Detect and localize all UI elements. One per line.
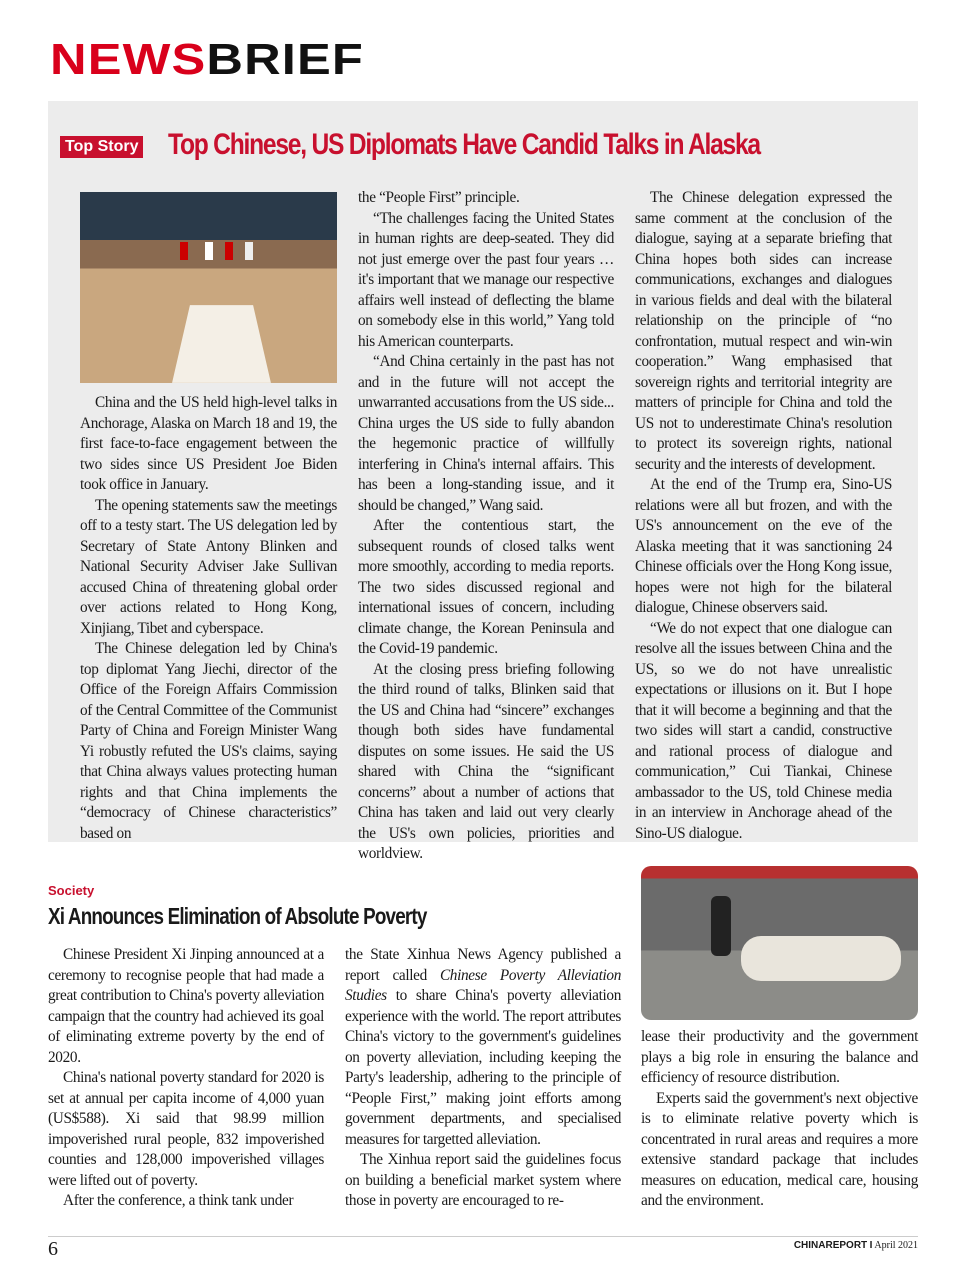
paragraph: “And China certainly in the past has not and in the future will not accept the unwarranted accusations from the US side... China urges the US side to fully abandon the hegemonic practice of willfully interfering in China's internal affairs. This has been a long-standing issue, and it should be changed,” Wang said. [358, 353, 614, 514]
publication-name: CHINAREPORT [793, 1240, 868, 1251]
masthead-news: NEWS [50, 35, 207, 84]
paragraph: The Xinhua report said the guidelines focus on building a beneficial market system where those in poverty are encouraged to re- [345, 1151, 621, 1209]
paragraph: The Chinese delegation led by China's top diplomat Yang Jiechi, director of the Office of the Foreign Affairs Commission of the Central Committee of the Communist Party of China and Foreign Minister Wang Yi robustly refuted the US's claims, saying that China always values protecting human rights and that China implements the “democracy of Chinese characteristics” based on [80, 640, 337, 842]
paragraph: The opening statements saw the meetings off to a testy start. The US delegation led by Secretary of State Antony Blinken and National Security Adviser Jake Sullivan accused China of threatening global order over actions related to Hong Kong, Xinjiang, Tibet and cyberspace. [80, 496, 337, 637]
section-label: Society [48, 883, 95, 898]
paragraph: China's national poverty standard for 2020 is set at annual per capita income of 4,000 yuan (US$588). Xi said that 98.99 million impoverished rural people, 832 impoverished counties and 128,000 impoverished villages were lifted out of poverty. [48, 1069, 324, 1189]
top-story-title: Top Chinese, US Diplomats Have Candid Talks in Alaska [168, 128, 760, 161]
issue-date: April 2021 [874, 1240, 918, 1251]
society-title: Xi Announces Elimination of Absolute Poverty [48, 903, 427, 929]
report-title: Chinese Poverty Alleviation Studies [345, 966, 621, 1004]
page-number: 6 [48, 1238, 58, 1260]
footer-credit [794, 1240, 918, 1251]
paragraph: China and the US held high-level talks in Anchorage, Alaska on March 18 and 19, the first face-to-face engagement between the two sides since US President Joe Biden took office in January. [80, 394, 337, 493]
paragraph [345, 945, 621, 1150]
paragraph: “We do not expect that one dialogue can resolve all the issues between China and the US, so we do not have unrealistic expectations or illusions on it. But I hope that it will become a beginning and that the two sides will start a candid, constructive and rational process of dialogue and communication,” Cui Tiankai, Chinese ambassador to the US, told Chinese media in an interview in Anchorage ahead of the Sino-US dialogue. [635, 619, 892, 842]
paragraph: At the end of the Trump era, Sino-US relations were all but frozen, and with the US's announcement on the eve of the Alaska meeting that it was sanctioning 24 Chinese officials over the Hong Kong issue, hopes were not high for the bilateral dialogue, Chinese observers said. [635, 476, 892, 616]
paragraph: After the conference, a think tank under [63, 1192, 294, 1209]
sheep-photo [641, 866, 918, 1020]
paragraph: At the closing press briefing following the third round of talks, Blinken said that the US and China had “sincere” exchanges though both sides have fundamental disputes on some issues. He said the US shared with China the “significant concerns” about a number of actions that China has taken and laid out very clearly the US's own policies, priorities and worldview. [358, 660, 614, 862]
paragraph: The Chinese delegation expressed the same comment at the conclusion of the dialogue, saying at a separate briefing that China hopes both sides can increase communications, exchanges and dialogues in various fields and deal with the bilateral relationship on the principle of “no confrontation, mutual respect and win-win cooperation.” Wang emphasised that sovereign rights and territorial integrity are matters of principle for China and told the US not to underestimate China's resolution to protect its sovereign rights, national security and the interests of development. [635, 189, 892, 473]
society-col-2 [345, 945, 621, 1212]
society-col-1 [48, 945, 324, 1212]
top-story-col-1 [80, 393, 337, 844]
masthead [50, 35, 364, 84]
separator: I [869, 1240, 873, 1251]
text: to share China's poverty alleviation experience with the world. The report attributes China's victory to the government's guidelines on poverty alleviation, including keeping the Party's leadership, adhering to the principle of “People First,” making joint efforts among government departments, and specialised measures for targetted alleviation. [345, 987, 621, 1148]
paragraph: lease their productivity and the government plays a big role in ensuring the balance and efficiency of resource distribution. [641, 1028, 918, 1086]
talks-photo [80, 192, 337, 383]
masthead-brief: BRIEF [206, 35, 364, 84]
footer-rule [48, 1236, 918, 1237]
top-story-badge: Top Story [60, 136, 143, 158]
paragraph: After the contentious start, the subsequent rounds of closed talks went more smoothly, according to media reports. The two sides discussed regional and international issues of concern, including climate change, the Korean Peninsula and the Covid-19 pandemic. [358, 517, 614, 657]
paragraph: “The challenges facing the United States in human rights are deep-seated. They did not just emerge over the past four years … it's important that we manage our respective affairs well instead of deflecting the blame on somebody else in this world,” Yang told his American counterparts. [358, 209, 614, 350]
top-story-col-3 [635, 188, 892, 844]
top-story-col-2 [358, 188, 614, 865]
paragraph: Experts said the government's next objective is to eliminate relative poverty which is concentrated in rural areas and requires a more extensive standard package that includes measures on education, medical care, housing and the environment. [641, 1089, 918, 1209]
paragraph: the “People First” principle. [358, 189, 520, 206]
text: the State Xinhua News Agency published a report called [345, 946, 621, 984]
paragraph: Chinese President Xi Jinping announced at a ceremony to recognise people that had made a great contribution to China's poverty alleviation campaign that the country had achieved its goal of eliminating extreme poverty by the end of 2020. [48, 946, 324, 1066]
society-col-3 [641, 1027, 918, 1212]
